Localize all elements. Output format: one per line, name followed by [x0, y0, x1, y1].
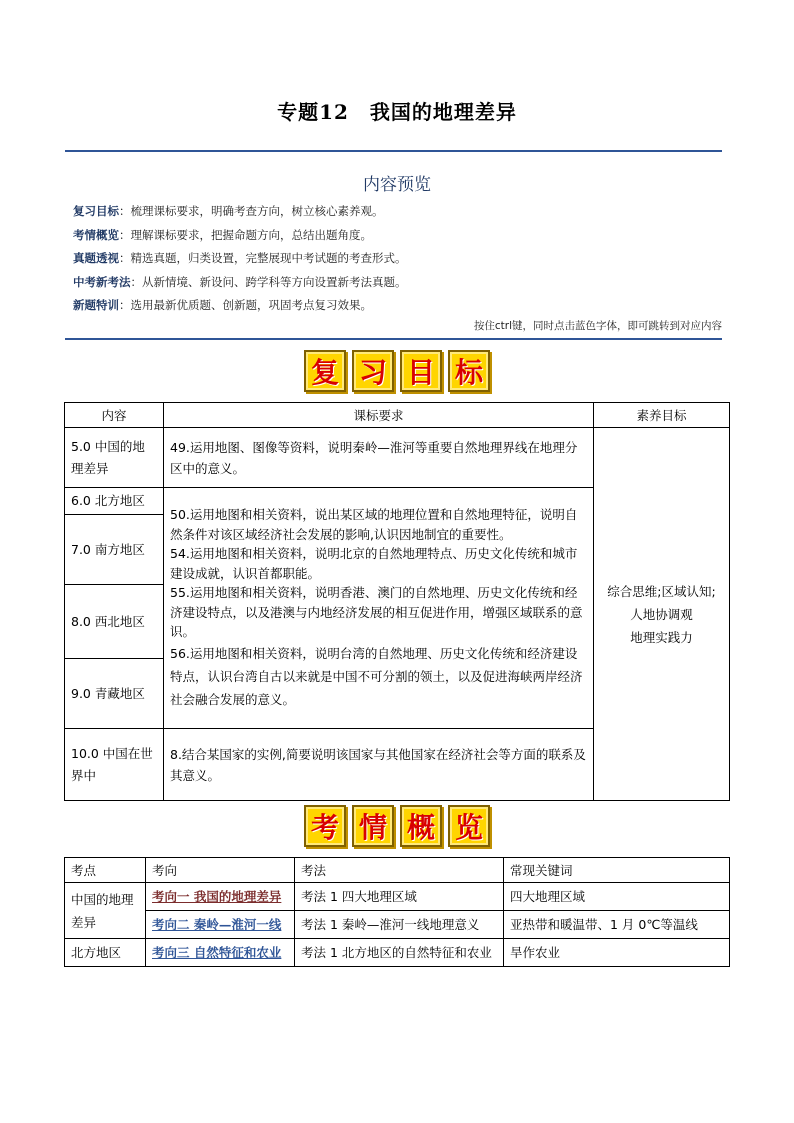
preview-item-text: ：选用最新优质题、创新题，巩固考点复习效果。: [119, 298, 372, 312]
content-cell: 5.0 中国的地理差异: [65, 428, 164, 488]
header-requirement: 课标要求: [164, 403, 594, 428]
requirement-line: 55.运用地图和相关资料，说明香港、澳门的自然地理、历史文化传统和经济建设特点，以及港澳与内地经济发展的相互促进作用，增强区域联系的意识。: [170, 585, 583, 640]
preview-item[interactable]: [73, 271, 723, 295]
goals-table: [64, 402, 730, 801]
literacy-line: 综合思维;区域认知;: [607, 583, 716, 599]
table-row: [65, 428, 730, 488]
ctrl-click-hint: 按住ctrl键，同时点击蓝色字体，即可跳转到对应内容: [473, 320, 722, 332]
header-content: 内容: [65, 403, 164, 428]
preview-item-key[interactable]: 考情概览: [73, 227, 119, 242]
literacy-cell: [594, 428, 730, 801]
header-method: 考法: [295, 858, 504, 883]
method-cell: 考法 1 四大地理区域: [295, 883, 504, 911]
content-cell: 6.0 北方地区: [65, 488, 164, 515]
header-point: 考点: [65, 858, 146, 883]
preview-item[interactable]: [73, 294, 723, 318]
preview-heading: 内容预览: [363, 175, 431, 195]
method-cell: 考法 1 北方地区的自然特征和农业: [295, 939, 504, 967]
direction-link[interactable]: 考向三 自然特征和农业: [152, 945, 282, 960]
method-cell: 考法 1 秦岭—淮河一线地理意义: [295, 911, 504, 939]
table-row: [65, 939, 730, 967]
banner-tile: 复: [304, 350, 346, 392]
top-divider: [65, 150, 722, 152]
point-cell: 北方地区: [65, 939, 146, 967]
keyword-cell: 亚热带和暖温带、1 月 0℃等温线: [504, 911, 730, 939]
merged-requirement-cell: [164, 488, 594, 729]
header-direction: 考向: [146, 858, 295, 883]
table-row: [65, 911, 730, 939]
preview-item-key[interactable]: 复习目标: [73, 204, 119, 218]
requirement-cell: 49.运用地图、图像等资料，说明秦岭—淮河等重要自然地理界线在地理分区中的意义。: [164, 428, 594, 488]
preview-item-text: ：精选真题，归类设置，完整展现中考试题的考查形式。: [119, 251, 407, 265]
keyword-cell: 四大地理区域: [504, 883, 730, 911]
banner-tile: 标: [448, 350, 490, 392]
banner-tile: 览: [448, 805, 490, 847]
table-header-row: [65, 403, 730, 428]
preview-item-text: ：理解课标要求，把握命题方向，总结出题角度。: [119, 227, 372, 242]
preview-item-key[interactable]: 中考新考法: [73, 274, 131, 289]
preview-item-text: ：从新情境、新设问、跨学科等方向设置新考法真题。: [130, 274, 407, 289]
preview-list: [73, 200, 723, 318]
exam-trends-banner: [0, 805, 794, 847]
content-cell: 7.0 南方地区: [65, 515, 164, 585]
content-cell: 9.0 青藏地区: [65, 659, 164, 729]
requirement-line: 50.运用地图和相关资料，说出某区域的地理位置和自然地理特征，说明自然条件对该区域经济社会发展的影响,认识因地制宜的重要性。: [170, 507, 578, 542]
direction-link[interactable]: 考向二 秦岭—淮河一线: [152, 917, 282, 932]
keyword-cell: 旱作农业: [504, 939, 730, 967]
requirement-line: 54.运用地图和相关资料，说明北京的自然地理特点、历史文化传统和城市建设成就，认识首都职能。: [170, 546, 578, 581]
preview-item[interactable]: [73, 224, 723, 248]
preview-item-text: ：梳理课标要求，明确考查方向，树立核心素养观。: [119, 204, 384, 218]
banner-tile: 习: [352, 350, 394, 392]
banner-tile: 情: [352, 805, 394, 847]
header-keyword: 常现关键词: [504, 858, 730, 883]
literacy-line: 地理实践力: [630, 629, 693, 645]
literacy-line: 人地协调观: [630, 606, 693, 622]
preview-item[interactable]: [73, 200, 723, 224]
requirement-line: 56.运用地图和相关资料，说明台湾的自然地理、历史文化传统和经济建设特点，认识台湾自古以来就是中国不可分割的领土，以及促进海峡两岸经济社会融合发展的意义。: [170, 645, 583, 707]
preview-item-key[interactable]: 新题特训: [73, 298, 119, 312]
table-header-row: [65, 858, 730, 883]
page-title: 专题12 我国的地理差异: [277, 100, 517, 124]
table-row: [65, 883, 730, 911]
banner-tile: 考: [304, 805, 346, 847]
content-cell: 8.0 西北地区: [65, 585, 164, 659]
header-literacy: 素养目标: [594, 403, 730, 428]
preview-item[interactable]: [73, 247, 723, 271]
bottom-divider: [65, 338, 722, 340]
direction-link[interactable]: 考向一 我国的地理差异: [152, 889, 282, 904]
review-goals-banner: [0, 350, 794, 392]
banner-tile: 目: [400, 350, 442, 392]
banner-tile: 概: [400, 805, 442, 847]
preview-item-key[interactable]: 真题透视: [73, 251, 119, 265]
requirement-cell: 8.结合某国家的实例,简要说明该国家与其他国家在经济社会等方面的联系及其意义。: [164, 729, 594, 801]
point-cell: 中国的地理差异: [65, 883, 146, 939]
direction-cell: [146, 883, 295, 911]
content-cell: 10.0 中国在世界中: [65, 729, 164, 801]
trends-table: [64, 857, 730, 967]
direction-cell: [146, 939, 295, 967]
direction-cell: [146, 911, 295, 939]
